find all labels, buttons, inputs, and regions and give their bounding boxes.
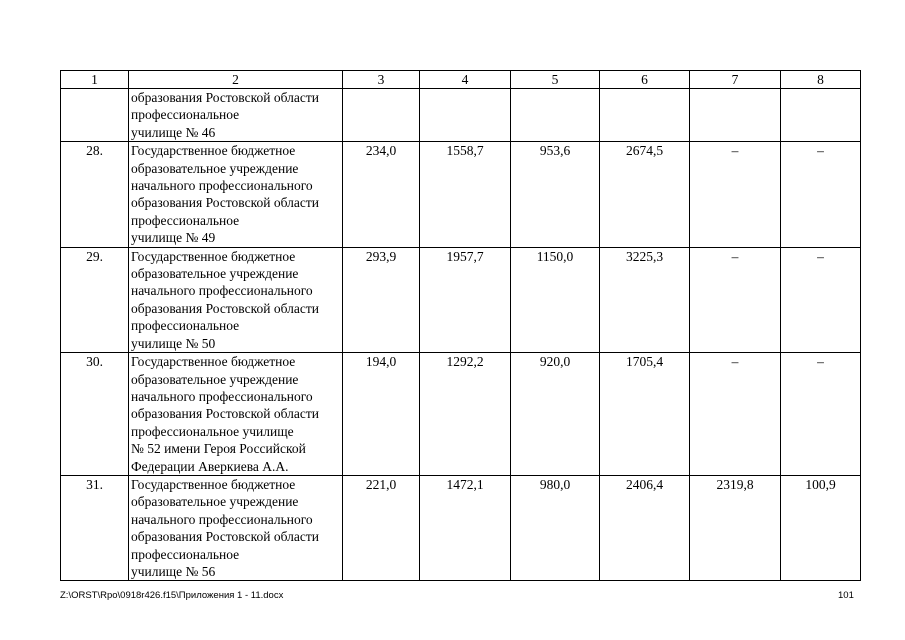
- value-col-4: 1292,2: [420, 353, 511, 476]
- header-cell-7: 7: [690, 71, 781, 89]
- institution-name: образования Ростовской области профессиональное училище № 46: [129, 89, 343, 142]
- value-col-8: –: [781, 353, 861, 476]
- row-number: [61, 89, 129, 142]
- row-number: 30.: [61, 353, 129, 476]
- value-col-7: –: [690, 353, 781, 476]
- value-col-5: 980,0: [511, 475, 600, 580]
- value-col-5: 1150,0: [511, 247, 600, 352]
- value-col-6: [600, 89, 690, 142]
- table-row: [61, 353, 861, 476]
- value-col-3: 221,0: [343, 475, 420, 580]
- institution-name: Государственное бюджетное образовательное учреждение начального профессионального образования Ростовской области профессиональное училище № 52 имени Героя Российской Федерации Аверкиева А.А.: [129, 353, 343, 476]
- value-col-6: 1705,4: [600, 353, 690, 476]
- value-col-5: [511, 89, 600, 142]
- value-col-5: 920,0: [511, 353, 600, 476]
- value-col-4: 1957,7: [420, 247, 511, 352]
- page-number: 101: [838, 590, 854, 601]
- footer-file-path: Z:\ORST\Rpo\0918r426.f15\Приложения 1 - 11.docx: [60, 590, 284, 601]
- table-row: [61, 247, 861, 352]
- header-cell-8: 8: [781, 71, 861, 89]
- value-col-8: [781, 89, 861, 142]
- header-cell-1: 1: [61, 71, 129, 89]
- value-col-5: 953,6: [511, 142, 600, 247]
- value-col-3: 194,0: [343, 353, 420, 476]
- value-col-3: [343, 89, 420, 142]
- value-col-8: –: [781, 247, 861, 352]
- value-col-8: –: [781, 142, 861, 247]
- value-col-6: 2406,4: [600, 475, 690, 580]
- institution-name: Государственное бюджетное образовательное учреждение начального профессионального образования Ростовской области профессиональное училище № 49: [129, 142, 343, 247]
- value-col-4: 1558,7: [420, 142, 511, 247]
- value-col-7: –: [690, 247, 781, 352]
- value-col-6: 3225,3: [600, 247, 690, 352]
- value-col-4: 1472,1: [420, 475, 511, 580]
- data-table: [60, 70, 861, 581]
- row-number: 28.: [61, 142, 129, 247]
- value-col-7: 2319,8: [690, 475, 781, 580]
- header-row: [61, 71, 861, 89]
- header-cell-5: 5: [511, 71, 600, 89]
- value-col-7: –: [690, 142, 781, 247]
- header-cell-4: 4: [420, 71, 511, 89]
- table-row: [61, 142, 861, 247]
- value-col-6: 2674,5: [600, 142, 690, 247]
- table-row: [61, 89, 861, 142]
- value-col-3: 234,0: [343, 142, 420, 247]
- header-cell-2: 2: [129, 71, 343, 89]
- table-row: [61, 475, 861, 580]
- value-col-7: [690, 89, 781, 142]
- header-cell-3: 3: [343, 71, 420, 89]
- row-number: 31.: [61, 475, 129, 580]
- value-col-3: 293,9: [343, 247, 420, 352]
- value-col-8: 100,9: [781, 475, 861, 580]
- institution-name: Государственное бюджетное образовательное учреждение начального профессионального образования Ростовской области профессиональное училище № 56: [129, 475, 343, 580]
- institution-name: Государственное бюджетное образовательное учреждение начального профессионального образования Ростовской области профессиональное училище № 50: [129, 247, 343, 352]
- value-col-4: [420, 89, 511, 142]
- row-number: 29.: [61, 247, 129, 352]
- header-cell-6: 6: [600, 71, 690, 89]
